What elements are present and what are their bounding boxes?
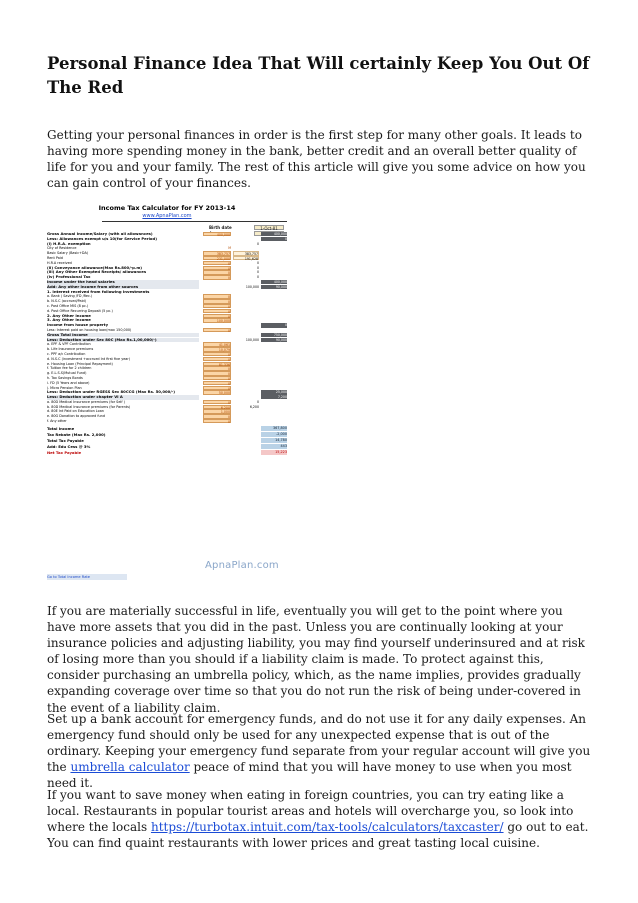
summary-label: Total Tax Payable [47, 438, 84, 443]
sheet-row-label: i. FD (5 Years and above) [47, 380, 90, 385]
sheet-row-label: 3. Any Other Income [47, 318, 91, 323]
sheet-row-label: d. Post Office Recurring Deposit (5 pc.) [47, 308, 113, 313]
sheet-calc-cell: 100,000 [245, 284, 259, 289]
sheet-input-cell: 0 [203, 357, 231, 361]
summary-value: 443 [261, 444, 287, 449]
sheet-row-label: Less: Interest paid on housing loan(max 150,000) [47, 327, 132, 332]
sheet-input-cell: 0 [203, 400, 231, 404]
sheet-total-cell: 400,000 [261, 232, 287, 236]
sheet-input-cell: 0 [203, 419, 231, 423]
sheet-input-cell: 383,757 [203, 251, 231, 255]
sheet-input-cell: 0 [203, 309, 231, 313]
summary-value: 14,780 [261, 438, 287, 443]
sheet-row-label: Income from house property [47, 323, 109, 328]
sheet-calc-cell: 6,200 [249, 404, 259, 409]
sheet-calc-cell: 0 [256, 275, 259, 280]
sheet-row-label: Less: Deduction under Sec 80C (Max Rs.1,00,000/-) [47, 338, 199, 343]
sheet-input-cell: 0 [203, 376, 231, 380]
sheet-row-label: c. PPF a/c Contribution [47, 351, 86, 356]
sheet-input-cell: 0 [203, 366, 231, 370]
sheet-calc-cell: 383,757 [233, 251, 259, 255]
sheet-row-label: b. Life Insurance premiums [47, 347, 94, 352]
umbrella-calculator-link[interactable]: umbrella calculator [70, 760, 190, 775]
sheet-total-cell: 750,000 [261, 333, 287, 337]
sheet-input-cell: 0 [203, 314, 231, 318]
sheet-row-label: b. N.S.C (accrued/Paid) [47, 299, 87, 304]
summary-value: -2,000 [261, 432, 287, 437]
sheet-row-label: Gross Annual Income/Salary (with all allowances) [47, 232, 153, 236]
sheet-row-label: d. N.S.C (investment +accrued Int first five year) [47, 356, 131, 361]
sheet-summary-row [47, 438, 287, 443]
p4-text-start: If you want to save money when eating in foreign countries, you can try eating like a local. Restaurants in popular tourist areas and hotels will overcharge you, so look into where the locals [47, 788, 574, 835]
sheet-divider [102, 221, 287, 222]
sheet-row-label: Gross Total Income [47, 333, 199, 338]
sheet-total-cell: 400,000 [261, 280, 287, 284]
sheet-row-label: b. 80D Medical Insurance premiums (for Parents) [47, 404, 131, 409]
sheet-input-cell: 100,000 [203, 318, 231, 322]
summary-value: 367,800 [261, 426, 287, 431]
sheet-footer: Go to Total Income Rate [47, 574, 127, 580]
sheet-input-cell: 231,000 [203, 256, 231, 260]
sheet-input-cell: 6,200 [203, 405, 231, 409]
sheet-calc-cell: 100,000 [245, 337, 259, 342]
sheet-input-cell: 0 [203, 352, 231, 356]
p3-text-end: peace of mind that you will have money to use when you most need it. [47, 760, 572, 791]
sheet-input-cell: 0 [203, 261, 231, 265]
sheet-row-label: d. 80E Int Paid on Education Loan [47, 409, 104, 414]
sheet-row-label: Rent Paid [47, 255, 63, 260]
sheet-row-label: f. Any other [47, 419, 67, 424]
p4-text-end: go out to eat. You can find quaint restaurants with lower prices and great tasting local cuisine. [47, 820, 589, 851]
sheet-row-label: (ii) Conveyance allowance(Max Rs.800/-p.m) [47, 265, 143, 270]
sheet-row-label: e. Housing Loan (Principal Repayment) [47, 361, 113, 366]
sheet-row-label: a. 80D Medical Insurance premiums (for Self ) [47, 399, 125, 404]
sheet-row-label: Less: Allowances exempt u/s 10(for Service Period) [47, 236, 157, 241]
sheet-row-label: c. Post Office MIS (8 pc.) [47, 303, 89, 308]
sheet-input-cell: 0 [203, 304, 231, 308]
page-title: Personal Finance Idea That Will certainly Keep You Out Of The Red [47, 54, 590, 97]
sheet-input-cell: 0 [203, 299, 231, 303]
sheet-title: Income Tax Calculator for FY 2013-14 [98, 204, 236, 212]
sheet-total-cell: 90,000 [261, 338, 287, 342]
sheet-input-cell: 41,061 [203, 342, 231, 346]
sheet-summary-row [47, 432, 287, 437]
sheet-row-label: e. 80G Donation to approved fund [47, 414, 105, 419]
sheet-row-label: City of Residence [47, 246, 77, 251]
sheet-row-label: Income under the head salaries [47, 280, 199, 285]
sheet-url: www.ApnaPlan.com [142, 213, 192, 219]
sheet-calc-cell: 0 [256, 399, 259, 404]
summary-value: 15,223 [261, 450, 287, 455]
sheet-row-label: Add: Any other income from other sources [47, 285, 199, 290]
sheet-calc-cell: 0 [256, 270, 259, 275]
sheet-input-cell: M [228, 246, 231, 251]
p3-text-start: Set up a bank account for emergency funds, and do not use it for any daily expenses. An emergency fund should only be used for any unexpected expense that is out of the ordinary. Keeping your emergency fund separate from your regular account will give you the [47, 712, 591, 775]
sheet-row-label: h. Tax Savings Bonds [47, 375, 83, 380]
sheet-calc-cell: 0 [256, 265, 259, 270]
birth-date-label: Birth date [209, 225, 232, 230]
tax-calculator-image [47, 204, 287, 582]
summary-label: Add: Edu Cess @ 3% [47, 444, 91, 449]
sheet-row-label: 1. Interest received from following Investments [47, 289, 150, 294]
sheet-input-cell: 0 [203, 371, 231, 375]
sheet-row-label: g. E.L.S.S(Mutual Fund) [47, 371, 87, 376]
sheet-input-cell: 0 [203, 328, 231, 332]
sheet-input-cell: 50,000 [203, 390, 231, 394]
travel-paragraph [47, 787, 595, 851]
sheet-input-cell: 400,000 [203, 232, 231, 236]
summary-label: Tax Rebate (Max Rs. 2,000) [47, 432, 106, 437]
sheet-summary-row [47, 444, 287, 449]
sheet-row-label: (iv) Professional Tax [47, 275, 91, 280]
sheet-total-cell: 90,000 [261, 285, 287, 289]
sheet-row-label: Less: Deduction under RGESS Sec 80CCG (Max Rs. 50,000/-) [47, 390, 175, 395]
sheet-calc-cell: 0 [256, 260, 259, 265]
sheet-row-label: f. Tuition fee for 2 children [47, 366, 92, 371]
sheet-row-label: Less: Deduction under chapter VI A [47, 395, 199, 400]
sheet-calc-cell: 191,628 [233, 256, 259, 260]
sheet-input-cell: 0 [203, 275, 231, 279]
sheet-row-label: 2. Any Other Income [47, 313, 91, 318]
sheet-brand: ApnaPlan.com [205, 560, 279, 571]
sheet-row-label: (iii) Any Other Exempted Receipts/ allowances [47, 270, 147, 275]
sheet-total-cell: 7,200 [261, 395, 287, 399]
sheet-row-label: H.R.A received [47, 260, 72, 265]
sheet-total-cell: 0 [261, 237, 287, 241]
sheet-input-cell: 0 [203, 266, 231, 270]
sheet-calc-cell: 0 [256, 241, 259, 246]
sheet-total-cell: 25,000 [261, 390, 287, 394]
sheet-input-cell: 81,336 [203, 362, 231, 366]
sheet-row-label: a. Bank ( Saving /FD /Rec.) [47, 294, 93, 299]
sheet-row-label: j. Micro Pension Plan [47, 385, 82, 390]
sheet-summary-row [47, 426, 287, 431]
sheet-rows [47, 232, 287, 424]
sheet-input-cell: 0 [203, 386, 231, 390]
birth-date-value: 1-Oct-81 [254, 225, 284, 230]
sheet-row [47, 419, 287, 424]
emergency-fund-paragraph [47, 711, 595, 791]
sheet-input-cell: 1,000 [203, 409, 231, 413]
sheet-row-label: a. EPF & VPF Contribution [47, 342, 91, 347]
sheet-total-cell: 0 [261, 323, 287, 327]
sheet-input-cell: 0 [203, 414, 231, 418]
sheet-input-cell: 0 [203, 270, 231, 274]
sheet-summary-row [47, 450, 287, 455]
taxcaster-link[interactable]: https://turbotax.intuit.com/tax-tools/calculators/taxcaster/ [150, 820, 504, 835]
summary-label: Net Tax Payable [47, 450, 82, 455]
intro-paragraph: Getting your personal finances in order is the first step for many other goals. It leads to having more spending money in the bank, better credit and an overall better quality of life for you and your family. The rest of this article will give you some advice on how you can gain control of your finances. [47, 128, 586, 191]
sheet-row-label: Basic Salary (Basic+DA) [47, 251, 89, 256]
umbrella-paragraph: If you are materially successful in life, eventually you will get to the point where you have more assets that you did in the past. Unless you are continually looking at your insurance policies and adjusting liability, you may find yourself underinsured and at risk of losing more than you should if a liability claim is made. To protect against this, consider purchasing an umbrella policy, which, as the name implies, provides gradually expanding coverage over time so that you do not run the risk of being under-covered in the event of a liability claim. [47, 604, 585, 715]
sheet-input-cell: 10,079 [203, 347, 231, 351]
summary-label: Total Income [47, 426, 75, 431]
sheet-input-cell: 0 [203, 381, 231, 385]
sheet-input-cell: 0 [203, 294, 231, 298]
sheet-row-label: (i) H.R.A. exemption [47, 241, 91, 246]
